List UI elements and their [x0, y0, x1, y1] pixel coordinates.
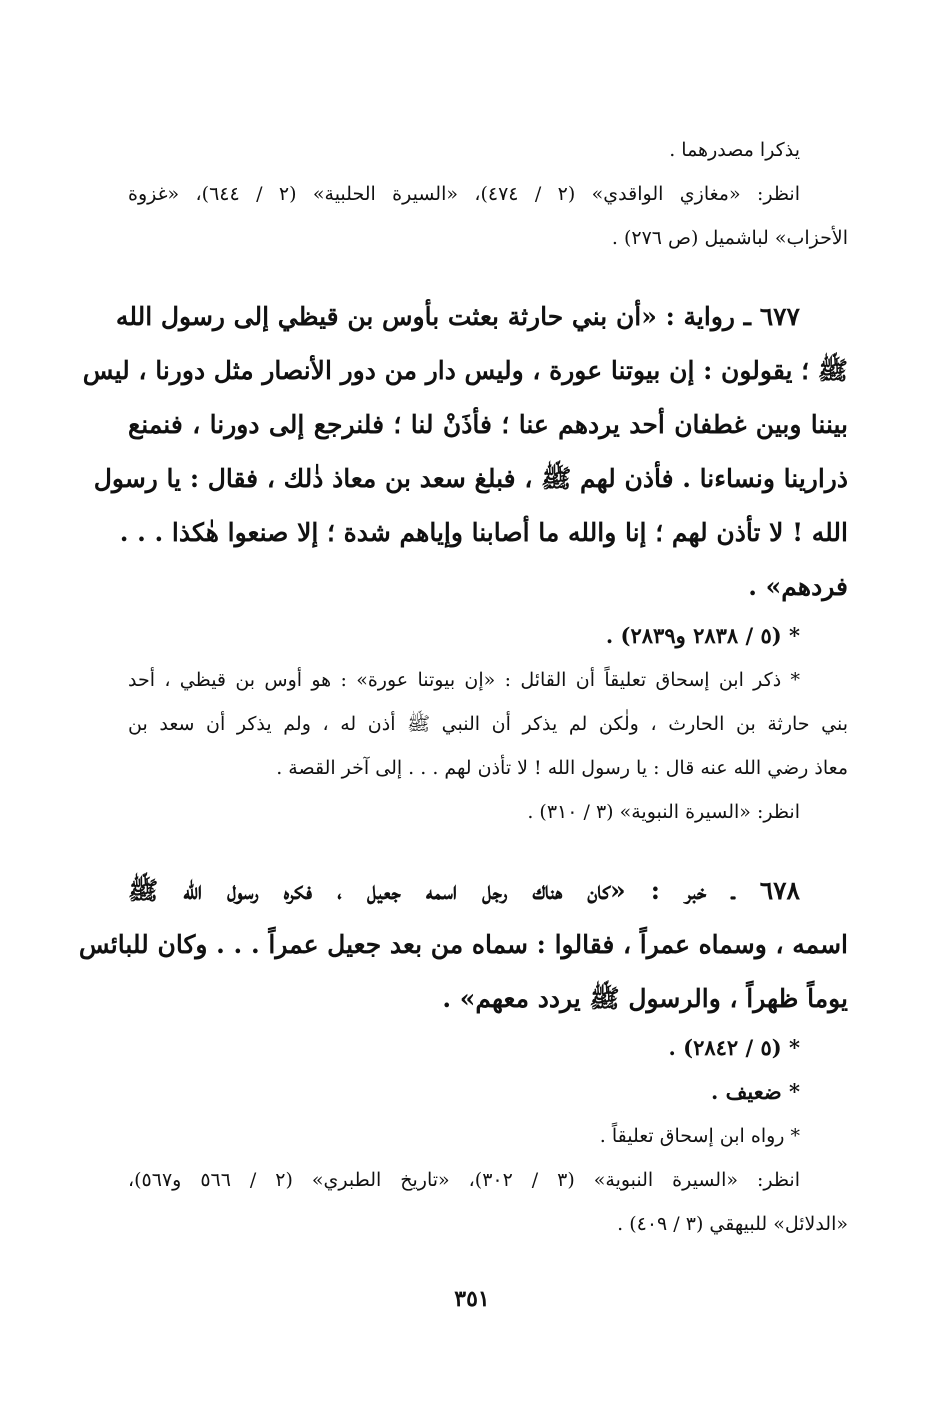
entry-text-line: ٦٧٧ ـ رواية : «أن بني حارثة بعثت بأوس بن قيظي إلى رسول الله: [115, 302, 800, 331]
see-also-line: «الدلائل» للبيهقي (٣ / ٤٠٩) .: [617, 1213, 848, 1235]
entry-text-line: الله ! لا تأذن لهم ؛ إنا والله ما أصابنا وإياهم شدة ؛ إلا صنعوا هٰكذا . . .: [119, 518, 848, 547]
note-line: معاذ رضي الله عنه قال : يا رسول الله ! لا تأذن لهم . . . إلى آخر القصة .: [276, 757, 848, 779]
grade-label: * ضعيف .: [711, 1079, 800, 1104]
footnote-line: انظر: «مغازي الواقدي» (٢ / ٤٧٤)، «السيرة الحلبية» (٢ / ٦٤٤)، «غزوة: [128, 183, 800, 205]
entry-text-line: اسمه ، وسماه عمراً ، فقالوا : سماه من بعد جعيل عمراً . . . وكان للبائس: [78, 930, 848, 959]
narration-note: * رواه ابن إسحاق تعليقاً .: [599, 1125, 800, 1147]
source-reference: * (٥ / ٢٨٣٨ و٢٨٣٩) .: [605, 623, 800, 648]
footnote-line: الأحزاب» لباشميل (ص ٢٧٦) .: [611, 227, 848, 249]
page-body: [78, 128, 848, 1246]
note-line: بني حارثة بن الحارث ، ولٰكن لم يذكر أن النبي ﷺ أذن له ، ولم يذكر أن سعد بن: [128, 713, 848, 735]
see-also-line: انظر: «السيرة النبوية» (٣ / ٣١٠) .: [527, 801, 800, 823]
entry-text-line: يوماً ظهراً ، والرسول ﷺ يردد معهم» .: [442, 984, 848, 1013]
entry-text-line: ﷺ ؛ يقولون : إن بيوتنا عورة ، وليس دار من دور الأنصار مثل دورنا ، ليس: [82, 356, 848, 385]
entry-text-line: فردهم» .: [748, 572, 848, 601]
hadith-entry-677: [82, 290, 848, 834]
footnote-line: يذكرا مصدرهما .: [669, 139, 800, 161]
entry-text-line: بيننا وبين غطفان أحد يردهم عنا ؛ فأذَنْ لنا ؛ فلنرجع إلى دورنا ، فنمنع: [128, 410, 848, 439]
page-number: ٣٥١: [454, 1286, 490, 1312]
top-footnote-block: [128, 128, 848, 260]
entry-text-line: ذرارينا ونساءنا . فأذن لهم ﷺ ، فبلغ سعد بن معاذ ذٰلك ، فقال : يا رسول: [93, 464, 848, 493]
hadith-entry-678: [78, 864, 848, 1246]
see-also-line: انظر: «السيرة النبوية» (٣ / ٣٠٢)، «تاريخ الطبري» (٢ / ٥٦٦ و٥٦٧)،: [128, 1169, 800, 1191]
entry-text-line: ٦٧٨ ـ خبر : «كان هناك رجل اسمه جعيل ، فكره رسول الله ﷺ: [128, 876, 800, 905]
note-line: * ذكر ابن إسحاق تعليقاً أن القائل : «إن بيوتنا عورة» : هو أوس بن قيظي ، أحد: [128, 669, 800, 691]
source-reference: * (٥ / ٢٨٤٢) .: [668, 1035, 800, 1060]
